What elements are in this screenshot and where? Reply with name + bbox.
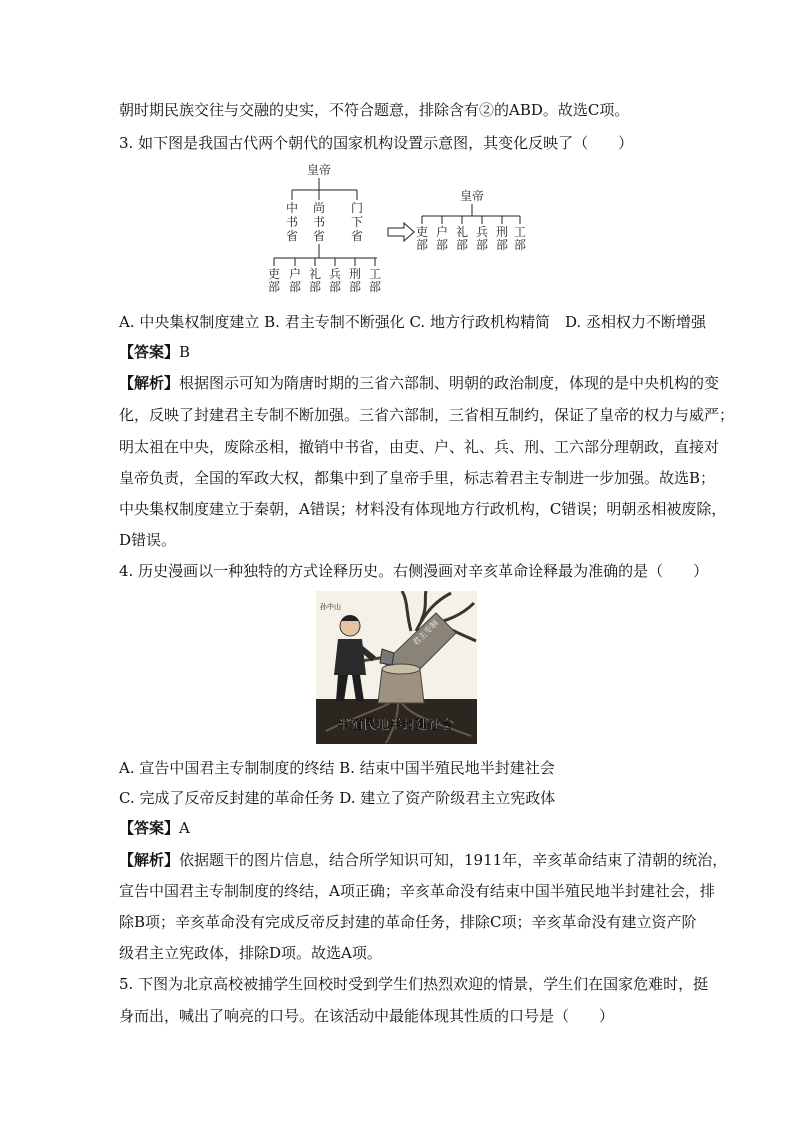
- ministry-label: 礼部: [455, 225, 469, 252]
- question-4-option-line: C. 完成了反帝反封建的革命任务 D. 建立了资产阶级君主立宪政体: [119, 789, 556, 807]
- xinhai-revolution-cartoon: [316, 591, 477, 744]
- ministry-label: 户部: [288, 267, 302, 294]
- government-structure-diagram: [262, 160, 532, 302]
- ministry-label: 工部: [513, 225, 527, 252]
- question-3-explanation-line: 化，反映了封建君主专制不断加强。三省六部制，三省相互制约，保证了皇帝的权力与威严；: [119, 406, 735, 424]
- person-label: 孙中山: [320, 603, 341, 611]
- question-4-explanation-line: 除B项；辛亥革命没有完成反帝反封建的革命任务，排除C项；辛亥革命没有建立资产阶: [119, 913, 697, 931]
- question-4-stem: 4. 历史漫画以一种独特的方式诠释历史。右侧漫画对辛亥革命诠释最为准确的是（ ）: [119, 562, 709, 580]
- question-3-explanation-line: 皇帝负责，全国的军政大权，都集中到了皇帝手里，标志着君主专制进一步加强。故选B；: [119, 469, 716, 487]
- explanation-text: 根据图示可知为隋唐时期的三省六部制、明朝的政治制度，体现的是中央机构的变: [179, 374, 720, 392]
- answer-tag: 【答案】: [119, 819, 180, 837]
- ministry-label: 吏部: [415, 225, 429, 252]
- emperor-label-right: 皇帝: [459, 189, 485, 203]
- question-5-stem-line: 身而出，喊出了响亮的口号。在该活动中最能体现其性质的口号是（ ）: [119, 1007, 615, 1025]
- emperor-label-left: 皇帝: [306, 163, 332, 177]
- explanation-tag: 【解析】: [119, 851, 180, 869]
- explanation-text: 依据题干的图片信息，结合所学知识可知，1911年，辛亥革命结束了清朝的统治，: [179, 851, 728, 869]
- question-3-explanation-line: D错误。: [119, 531, 177, 549]
- person-suit: [334, 639, 366, 675]
- question-4-explanation-line: 级君主立宪政体，排除D项。故选A项。: [119, 944, 382, 962]
- ministry-label: 户部: [435, 225, 449, 252]
- question-3-answer: [119, 342, 190, 362]
- ministry-label: 兵部: [328, 267, 342, 294]
- explanation-tag: 【解析】: [119, 374, 180, 392]
- arrow-right-icon: [388, 223, 414, 241]
- question-5-stem-line: 5. 下图为北京高校被捕学生回校时受到学生们热烈欢迎的情景，学生们在国家危难时，挺: [119, 975, 709, 993]
- ministry-label: 刑部: [495, 225, 509, 252]
- question-3-explanation-line: [119, 373, 720, 393]
- question-4-explanation-line: [119, 850, 728, 870]
- answer-value: A: [179, 819, 190, 837]
- ministry-label: 吏部: [267, 267, 281, 294]
- ministry-label: 礼部: [308, 267, 322, 294]
- question-3-explanation-line: 中央集权制度建立于秦朝，A错误；材料没有体现地方行政机构，C错误；明朝丞相被废除，: [119, 500, 727, 518]
- question-3-explanation-line: 明太祖在中央，废除丞相，撤销中书省，由吏、户、礼、兵、刑、工六部分理朝政，直接对: [119, 438, 720, 456]
- ministry-label: 兵部: [475, 225, 489, 252]
- ministry-label: 工部: [368, 267, 382, 294]
- answer-value: B: [179, 343, 191, 361]
- question-3-stem: 3. 如下图是我国古代两个朝代的国家机构设置示意图，其变化反映了（ ）: [119, 134, 634, 152]
- office-label: 门下省: [350, 201, 364, 243]
- question-4-answer: [119, 818, 190, 838]
- answer-tag: 【答案】: [119, 343, 180, 361]
- ministry-label: 刑部: [348, 267, 362, 294]
- trunk-label: 君主专制: [411, 618, 441, 648]
- paragraph-q2-end: 朝时期民族交往与交融的史实，不符合题意，排除含有②的ABD。故选C项。: [119, 101, 630, 119]
- office-label: 尚书省: [312, 201, 326, 243]
- question-4-explanation-line: 宣告中国君主专制制度的终结，A项正确；辛亥革命没有结束中国半殖民地半封建社会，排: [119, 882, 715, 900]
- roots-label: 半殖民地半封建社会: [337, 718, 455, 733]
- question-3-options: A. 中央集权制度建立 B. 君主专制不断强化 C. 地方行政机构精简 D. 丞相权力不断增强: [119, 313, 706, 331]
- office-label: 中书省: [285, 201, 299, 243]
- question-4-option-line: A. 宣告中国君主专制制度的终结 B. 结束中国半殖民地半封建社会: [119, 759, 555, 777]
